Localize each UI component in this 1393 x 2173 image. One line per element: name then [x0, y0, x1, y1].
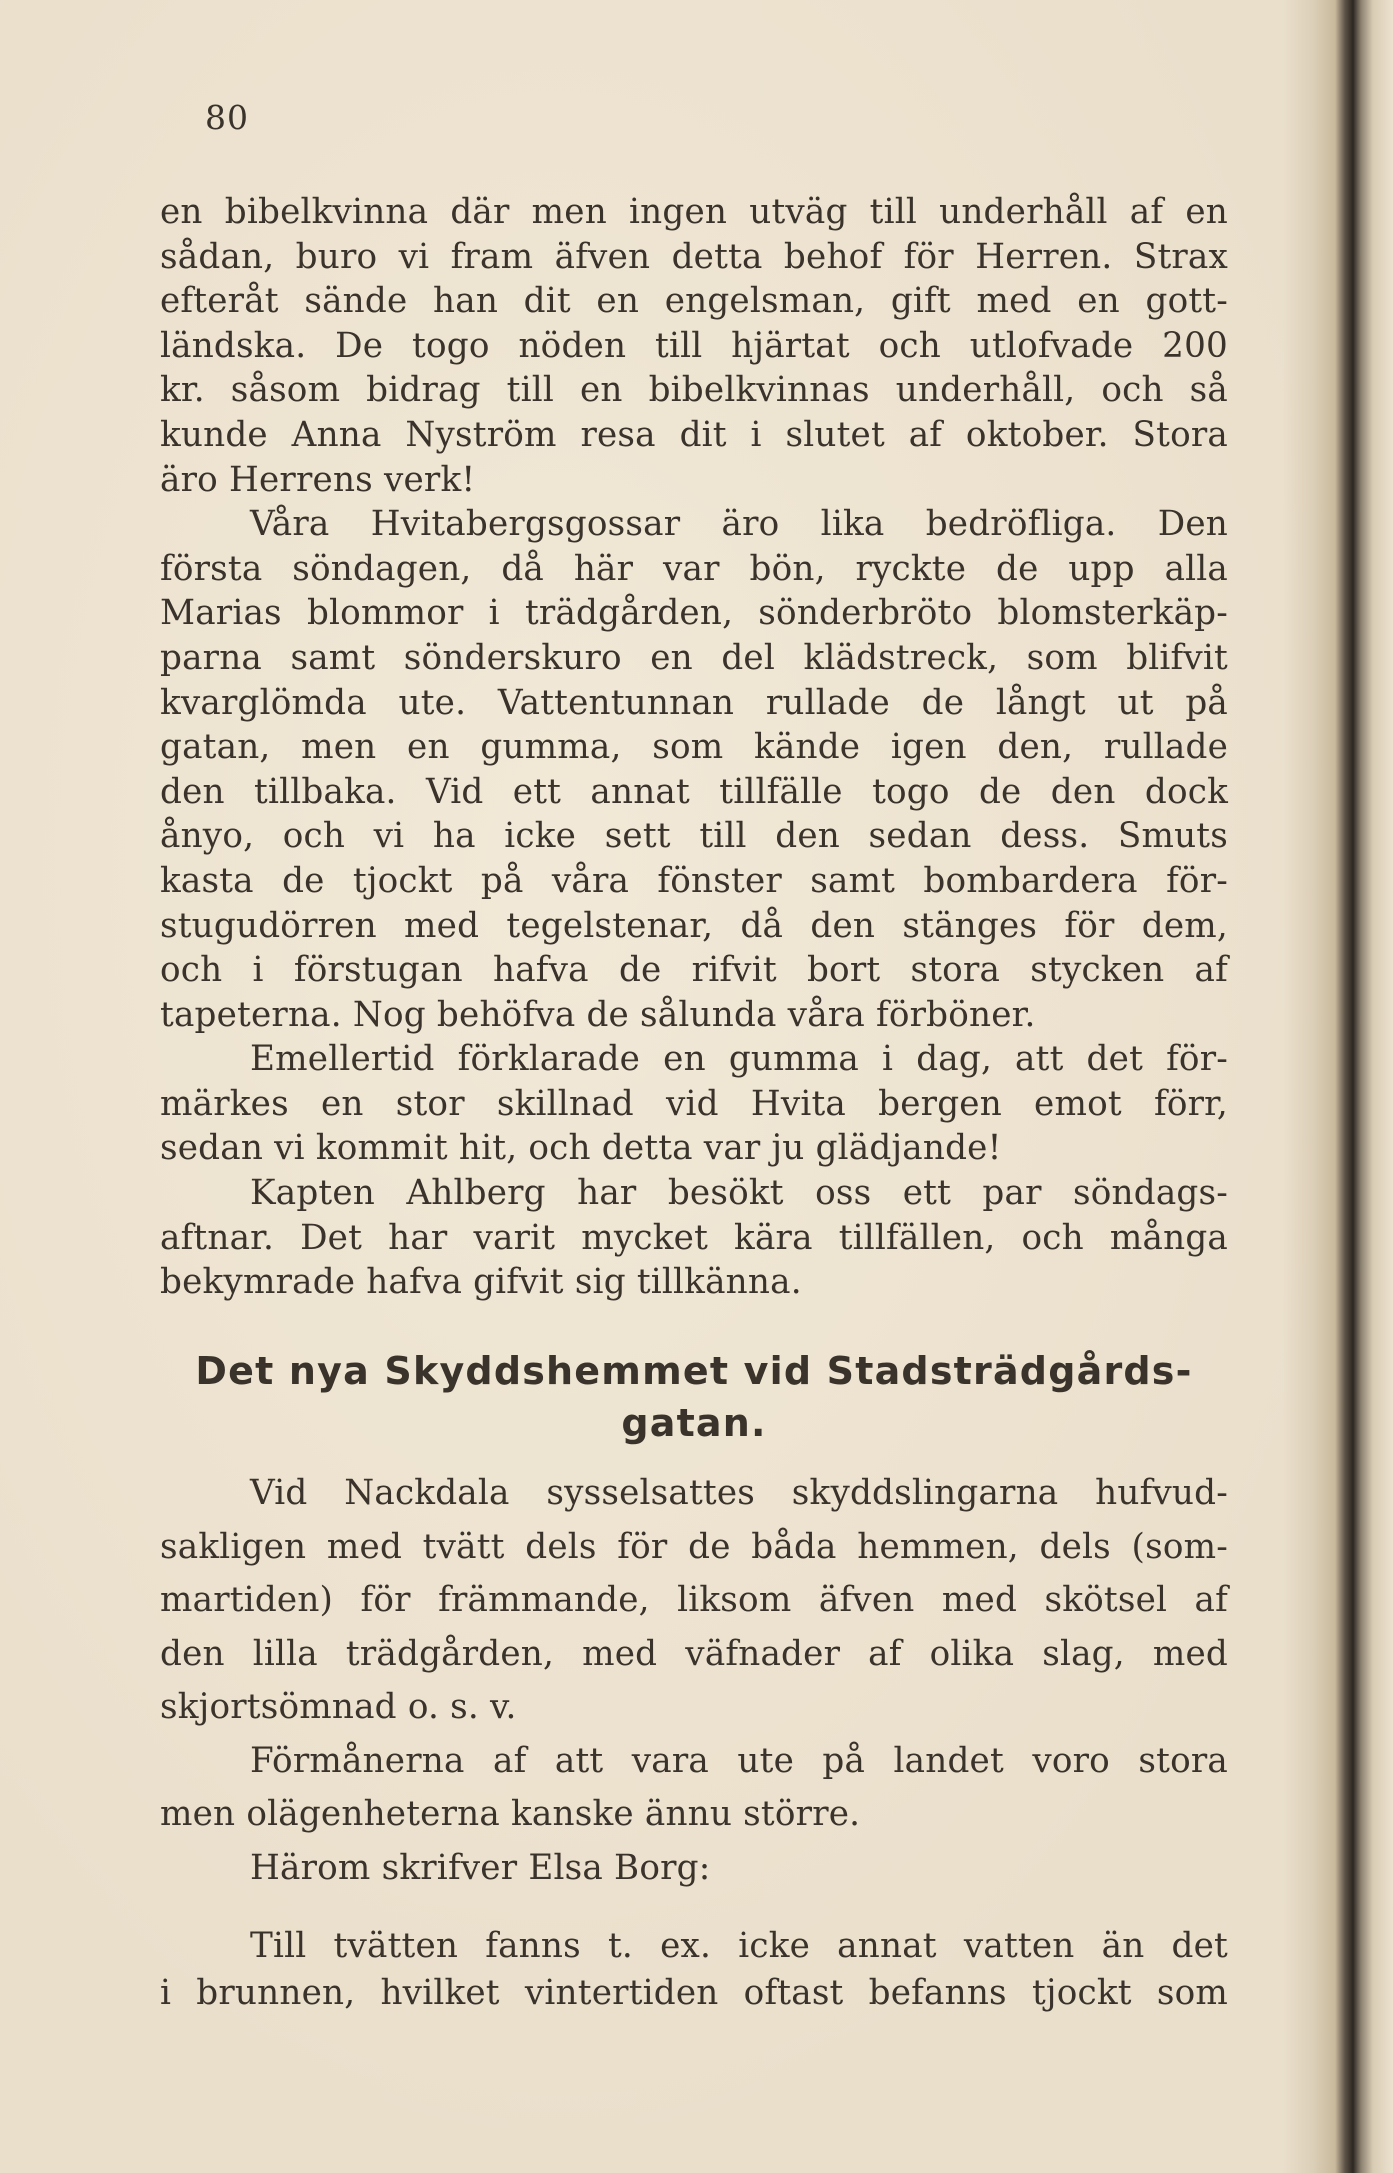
text-line: kunde Anna Nyström resa dit i slutet af oktober. Stora [160, 414, 1228, 455]
text-line: men olägenheterna kanske ännu större. [160, 1794, 861, 1834]
text-line: Våra Hvitabergsgossar äro lika bedröfliga. Den [250, 504, 1228, 545]
text-line: Vid Nackdala sysselsattes skyddslingarna hufvud- [250, 1473, 1228, 1513]
text-line: sakligen med tvätt dels för de båda hemmen, dels (som- [160, 1526, 1228, 1567]
heading-line: gatan. [621, 1401, 767, 1445]
text-line: martiden) för främmande, liksom äfven med skötsel af [160, 1580, 1228, 1620]
text-line: första söndagen, då här var bön, ryckte de upp alla [160, 548, 1228, 589]
text-line: stugudörren med tegelstenar, då den stänges för dem, [160, 905, 1228, 946]
quote-text [160, 1923, 1228, 2017]
text-line: ånyo, och vi ha icke sett till den sedan dess. Smuts [160, 816, 1228, 857]
book-spine-shadow [1283, 0, 1393, 2173]
text-line: Till tvätten fanns t. ex. icke annat vatten än det [250, 1926, 1228, 1966]
text-line: kr. såsom bidrag till en bibelkvinnas underhåll, och så [160, 370, 1228, 411]
text-line: Emellertid förklarade en gumma i dag, att det för- [250, 1039, 1228, 1080]
section-heading [160, 1345, 1228, 1449]
body-text-section-2 [160, 1467, 1228, 1895]
text-line: sedan vi kommit hit, och detta var ju glädjande! [160, 1128, 1002, 1169]
text-line: i brunnen, hvilket vintertiden oftast befanns tjockt som [160, 1973, 1228, 2013]
text-line: Kapten Ahlberg har besökt oss ett par söndags- [250, 1173, 1228, 1214]
text-line: ländska. De togo nöden till hjärtat och utlofvade 200 [160, 325, 1228, 366]
text-line: Förmånerna af att vara ute på landet voro stora [250, 1740, 1228, 1781]
text-line: bekymrade hafva gifvit sig tillkänna. [160, 1262, 802, 1303]
text-line: sådan, buro vi fram äfven detta behof för Herren. Strax [160, 236, 1228, 277]
text-line: den lilla trädgården, med väfnader af olika slag, med [160, 1633, 1228, 1674]
text-line: parna samt sönderskuro en del klädstreck, som blifvit [160, 637, 1228, 678]
text-line: en bibelkvinna där men ingen utväg till underhåll af en [160, 192, 1228, 232]
text-line: gatan, men en gumma, som kände igen den, rullade [160, 727, 1228, 768]
text-line: märkes en stor skillnad vid Hvita bergen emot förr, [160, 1083, 1228, 1124]
text-line: tapeterna. Nog behöfva de sålunda våra förböner. [160, 994, 1036, 1035]
text-line: aftnar. Det har varit mycket kära tillfällen, och många [160, 1217, 1228, 1258]
text-line: äro Herrens verk! [160, 459, 476, 500]
text-line: Härom skrifver Elsa Borg: [250, 1847, 711, 1888]
body-text-section-1 [160, 190, 1228, 1305]
text-line: kvarglömda ute. Vattentunnan rullade de långt ut på [160, 682, 1228, 723]
page-number: 80 [205, 98, 249, 137]
text-line: skjortsömnad o. s. v. [160, 1687, 517, 1727]
text-line: och i förstugan hafva de rifvit bort stora stycken af [160, 950, 1228, 991]
text-line: kasta de tjockt på våra fönster samt bombardera för- [160, 860, 1228, 901]
text-line: efteråt sände han dit en engelsman, gift med en gott- [160, 281, 1228, 322]
heading-line: Det nya Skyddshemmet vid Stadsträdgårds- [195, 1349, 1193, 1393]
text-line: Marias blommor i trädgården, sönderbröto blomsterkäp- [160, 593, 1228, 634]
text-line: den tillbaka. Vid ett annat tillfälle togo de den dock [160, 771, 1228, 812]
